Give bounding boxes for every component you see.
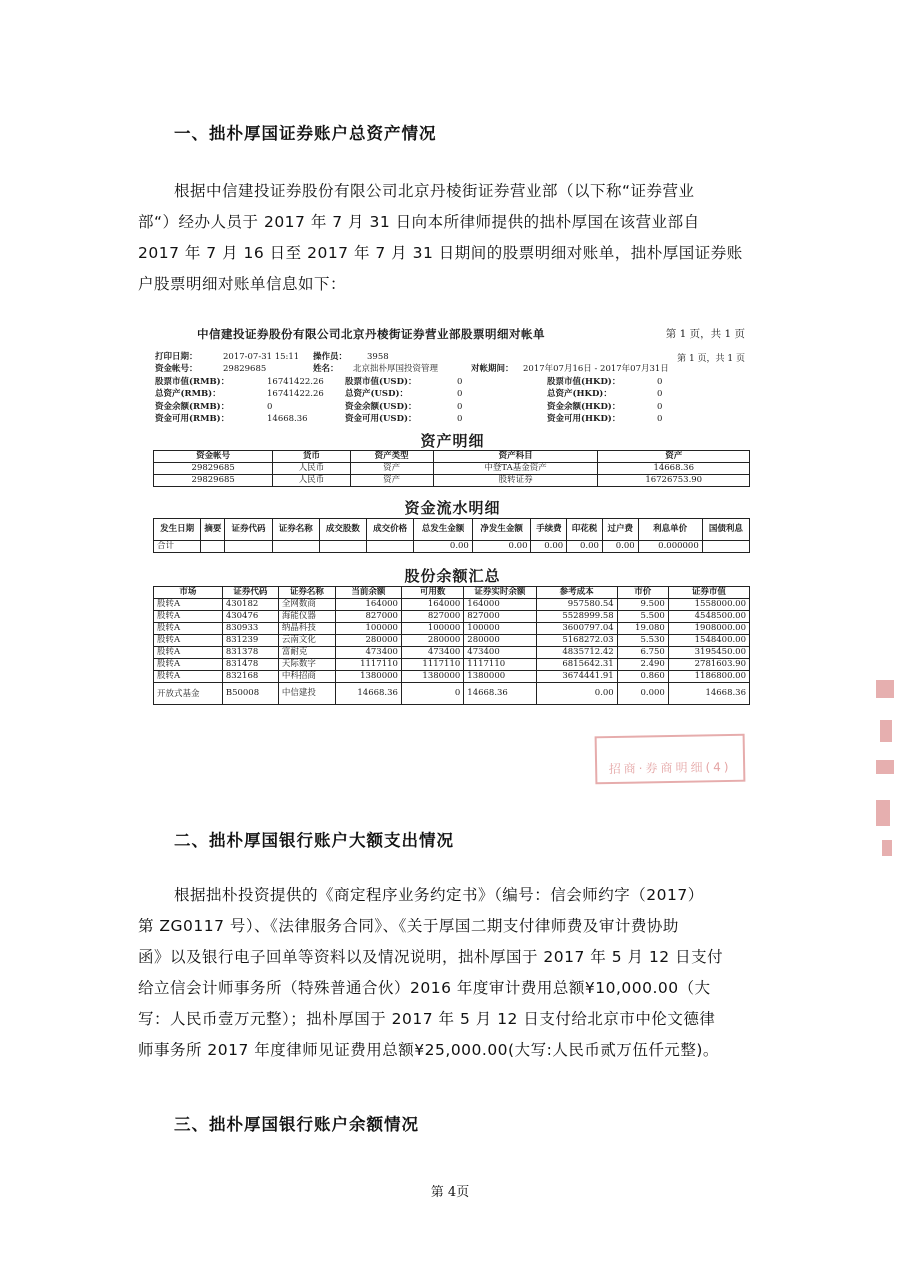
meta-label: 资金可用(USD)： [345,413,417,424]
account: 29829685 [223,364,267,375]
flow-table [153,518,750,553]
meta-label: 资金可用(HKD)： [547,413,621,424]
meta-label: 资金余额(HKD)： [547,401,621,412]
table-cell: 473400 [335,647,401,659]
table-cell: 831378 [222,647,278,659]
table-cell: 1558000.00 [668,599,749,611]
table-cell: 人民币 [273,463,350,475]
table-cell: 富耐克 [278,647,335,659]
table-cell: 云南文化 [278,635,335,647]
meta-label: 股票市值(RMB)： [155,376,230,387]
table-cell: 0.000 [617,683,668,705]
para1-line: 2017 年 7 月 16 日至 2017 年 7 月 31 日期间的股票明细对账单，拙朴厚国证券账 [138,244,743,262]
table-cell: 资产 [350,463,433,475]
table-cell: 1186800.00 [668,671,749,683]
table-cell: 6815642.31 [536,659,617,671]
asset-table [153,450,750,487]
column-header: 当前余额 [335,587,401,599]
table-cell: 0.00 [567,541,603,553]
table-cell: 280000 [335,635,401,647]
table-cell: 纳晶科技 [278,623,335,635]
table-cell: 股转A [154,659,223,671]
table-header-row [154,519,750,541]
table-cell: 0.00 [602,541,638,553]
table-cell: 280000 [401,635,463,647]
table-cell: 1380000 [401,671,463,683]
table-cell: 6.750 [617,647,668,659]
column-header: 货币 [273,451,350,463]
table-cell: 832168 [222,671,278,683]
table-cell: 14668.36 [464,683,536,705]
table-cell: 827000 [335,611,401,623]
table-cell: 1117110 [464,659,536,671]
paragraph-1 [138,176,743,300]
table-cell: 1117110 [335,659,401,671]
table-cell: 2.490 [617,659,668,671]
table-row [154,463,750,475]
section-heading-2: 二、拙朴厚国银行账户大额支出情况 [174,831,454,850]
table-cell: 827000 [464,611,536,623]
table-cell: 1380000 [335,671,401,683]
table-cell: 100000 [335,623,401,635]
print-date-label: 打印日期： [155,352,198,362]
table-cell: 0.00 [531,541,567,553]
page-number: 第 4页 [430,1185,470,1200]
table-cell: 430476 [222,611,278,623]
column-header: 资产类型 [350,451,433,463]
table-cell: 164000 [335,599,401,611]
table-cell: 430182 [222,599,278,611]
table-cell: 473400 [464,647,536,659]
table-cell: 2781603.90 [668,659,749,671]
table-row [154,659,750,671]
table-cell: 831478 [222,659,278,671]
table-cell: 5528999.58 [536,611,617,623]
column-header: 印花税 [567,519,603,541]
table-cell: 中科招商 [278,671,335,683]
period-label: 对帐期间： [471,364,514,375]
column-header: 证券代码 [225,519,272,541]
table-cell: 中登TA基金资产 [433,463,598,475]
table-cell: 1117110 [401,659,463,671]
table-cell: 9.500 [617,599,668,611]
meta-value: 16741422.26 [267,389,324,400]
meta-label: 资金可用(RMB)： [155,413,230,424]
print-date: 2017-07-31 15:11 [223,352,300,362]
column-header: 市场 [154,587,223,599]
table-cell: 831239 [222,635,278,647]
column-header: 资金帐号 [154,451,273,463]
table-cell: 827000 [401,611,463,623]
para2-line: 给立信会计师事务所（特殊普通合伙）2016 年度审计费用总额¥10,000.00（大 [138,979,711,997]
column-header: 证券实时余额 [464,587,536,599]
table-header-row [154,451,750,463]
table-cell: 股转A [154,671,223,683]
table-cell: 股转A [154,611,223,623]
column-header: 过户费 [602,519,638,541]
para1-line: 根据中信建投证券股份有限公司北京丹棱街证券营业部（以下称“证券营业 [174,182,695,200]
table-cell [225,541,272,553]
table-cell [319,541,366,553]
period: 2017年07月16日 - 2017年07月31日 [523,364,669,375]
meta-label: 总资产(USD)： [345,389,408,400]
column-header: 可用数 [401,587,463,599]
table-cell [702,541,749,553]
section-heading-3: 三、拙朴厚国银行账户余额情况 [174,1115,419,1134]
meta-label: 总资产(RMB)： [155,389,221,400]
meta-value: 0 [657,376,663,387]
table-row [154,683,750,705]
column-header: 利息单价 [638,519,702,541]
meta-value: 0 [657,389,663,400]
table-cell: 中信建投 [278,683,335,705]
table-cell: 1908000.00 [668,623,749,635]
table-cell: 100000 [464,623,536,635]
table-row [154,611,750,623]
table-cell: 0.000000 [638,541,702,553]
para1-line: 户股票明细对账单信息如下： [138,275,347,293]
holdings-section-title: 股份余额汇总 [404,567,501,585]
column-header: 成交股数 [319,519,366,541]
margin-seal-marks [876,680,896,860]
meta-value: 0 [657,413,663,424]
table-row [154,647,750,659]
table-cell: 0.00 [536,683,617,705]
table-cell: 0.00 [472,541,531,553]
table-cell: 3600797.04 [536,623,617,635]
column-header: 发生日期 [154,519,201,541]
column-header: 成交价格 [367,519,414,541]
table-cell: 全网数商 [278,599,335,611]
para2-line: 师事务所 2017 年度律师见证费用总额¥25,000.00(大写:人民币贰万伍仟元整)。 [138,1041,719,1059]
table-cell: 股转A [154,647,223,659]
table-row [154,623,750,635]
statement-page-2: 第 1 页，共 1 页 [677,354,745,364]
account-label: 资金帐号： [155,364,198,375]
table-cell: 957580.54 [536,599,617,611]
table-cell: 5.530 [617,635,668,647]
operator: 3958 [367,352,389,362]
table-cell [272,541,319,553]
meta-label: 资金余额(USD)： [345,401,417,412]
table-row [154,541,750,553]
table-cell: 合计 [154,541,201,553]
table-cell: 5168272.03 [536,635,617,647]
table-cell: 29829685 [154,475,273,487]
para1-line: 部“）经办人员于 2017 年 7 月 31 日向本所律师提供的拙朴厚国在该营业部自 [138,213,700,231]
column-header: 总发生金额 [414,519,473,541]
table-cell: 473400 [401,647,463,659]
table-cell [367,541,414,553]
paragraph-2 [138,880,724,1066]
meta-value: 0 [267,401,273,412]
table-cell: 5.500 [617,611,668,623]
column-header: 证券市值 [668,587,749,599]
table-cell: 4835712.42 [536,647,617,659]
meta-label: 股票市值(USD)： [345,376,417,387]
table-cell: 164000 [464,599,536,611]
meta-value: 16741422.26 [267,376,324,387]
table-cell: 3674441.91 [536,671,617,683]
operator-label: 操作员： [313,352,348,362]
statement-title: 中信建投证券股份有限公司北京丹棱街证券营业部股票明细对帐单 [197,327,545,341]
table-cell: 股转证券 [433,475,598,487]
para2-line: 第 ZG0117 号）、《法律服务合同》、《关于厚国二期支付律师费及审计费协助 [138,917,679,935]
meta-value: 0 [657,401,663,412]
table-cell: 19.080 [617,623,668,635]
table-cell: 股转A [154,623,223,635]
table-cell: B50008 [222,683,278,705]
section-heading-1: 一、拙朴厚国证券账户总资产情况 [174,124,437,143]
column-header: 净发生金额 [472,519,531,541]
table-cell: 0.860 [617,671,668,683]
table-cell: 1548400.00 [668,635,749,647]
table-cell: 天际数字 [278,659,335,671]
column-header: 证券代码 [222,587,278,599]
statement-page: 第 1 页，共 1 页 [665,328,745,340]
meta-value: 0 [457,413,463,424]
column-header: 市价 [617,587,668,599]
table-cell: 280000 [464,635,536,647]
para2-line: 根据拙朴投资提供的《商定程序业务约定书》（编号：信会师约字（2017） [174,886,704,904]
column-header: 证券名称 [272,519,319,541]
meta-label: 股票市值(HKD)： [547,376,621,387]
stock-statement [150,320,755,760]
table-cell: 3195450.00 [668,647,749,659]
table-cell: 股转A [154,599,223,611]
column-header: 手续费 [531,519,567,541]
table-cell: 14668.36 [335,683,401,705]
table-row [154,671,750,683]
name-label: 姓名： [313,364,339,375]
table-cell [201,541,225,553]
meta-label: 资金余额(RMB)： [155,401,230,412]
table-cell: 1380000 [464,671,536,683]
meta-value: 14668.36 [267,413,308,424]
table-cell: 开放式基金 [154,683,223,705]
column-header: 证券名称 [278,587,335,599]
table-header-row [154,587,750,599]
para2-line: 写：人民币壹万元整）；拙朴厚国于 2017 年 5 月 12 日支付给北京市中伦文德律 [138,1010,716,1028]
table-cell: 0.00 [414,541,473,553]
meta-value: 0 [457,389,463,400]
column-header: 国债利息 [702,519,749,541]
meta-value: 0 [457,401,463,412]
table-cell: 0 [401,683,463,705]
table-cell: 资产 [350,475,433,487]
table-row [154,475,750,487]
column-header: 摘要 [201,519,225,541]
meta-value: 0 [457,376,463,387]
table-cell: 100000 [401,623,463,635]
table-cell: 海能仪器 [278,611,335,623]
table-row [154,599,750,611]
asset-section-title: 资产明细 [420,432,485,450]
flow-section-title: 资金流水明细 [404,499,501,517]
seal-stamp [595,734,746,785]
stamp-text: 招商·券商明细(4) [608,759,732,777]
holdings-table [153,586,750,705]
table-row [154,635,750,647]
column-header: 资产科目 [433,451,598,463]
table-cell: 股转A [154,635,223,647]
table-cell: 14668.36 [598,463,750,475]
statement-meta [155,351,669,425]
column-header: 参考成本 [536,587,617,599]
para2-line: 函》以及银行电子回单等资料以及情况说明，拙朴厚国于 2017 年 5 月 12 日支付 [138,948,724,966]
column-header: 资产 [598,451,750,463]
table-cell: 830933 [222,623,278,635]
table-cell: 164000 [401,599,463,611]
table-cell: 16726753.90 [598,475,750,487]
table-cell: 14668.36 [668,683,749,705]
name: 北京拙朴厚国投资管理 [353,364,439,375]
table-cell: 人民币 [273,475,350,487]
table-cell: 4548500.00 [668,611,749,623]
meta-label: 总资产(HKD)： [547,389,612,400]
table-cell: 29829685 [154,463,273,475]
